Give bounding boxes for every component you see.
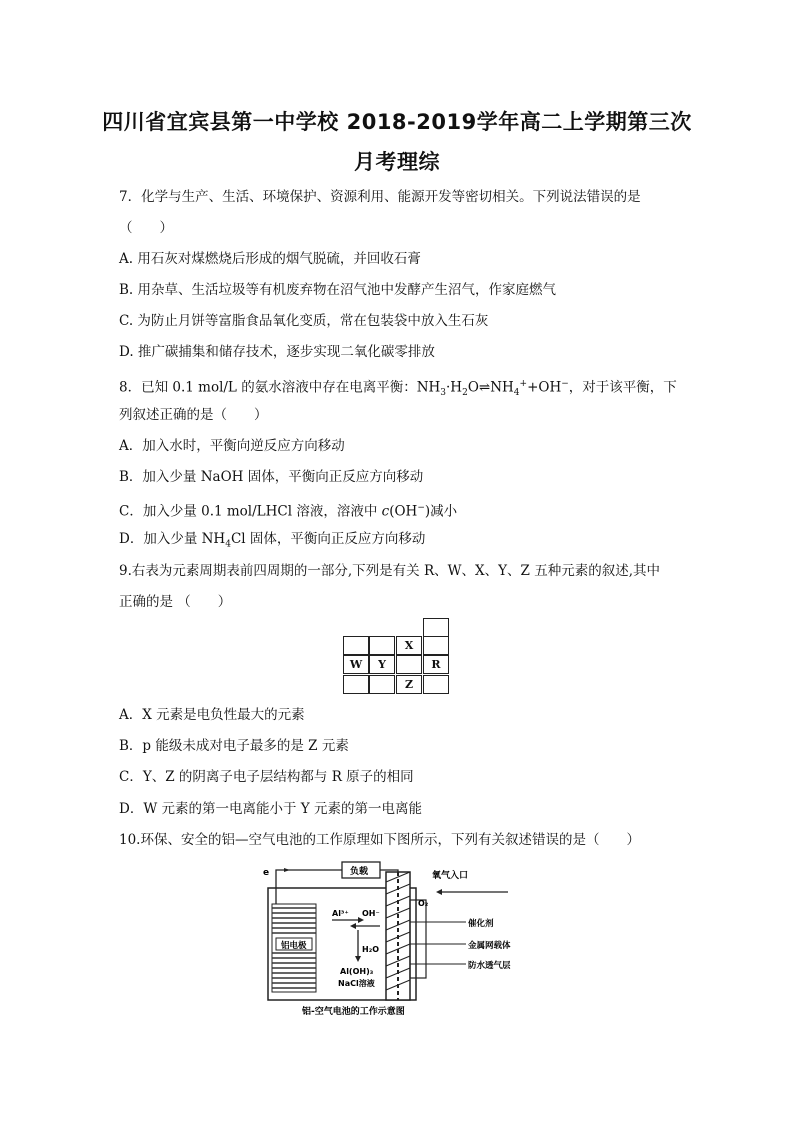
q8-option-b: B．加入少量 NaOH 固体，平衡向正反应方向移动 [119, 469, 424, 485]
label-oxygen-inlet: 氧气入口 [432, 871, 469, 881]
label-load: 负载 [350, 867, 369, 877]
label-nacl: NaCl溶液 [338, 979, 375, 988]
battery-diagram [262, 860, 512, 1020]
table-cell-z: Z [396, 675, 422, 694]
table-cell-r: R [423, 655, 449, 674]
q7-option-b: B. 用杂草、生活垃圾等有机废弃物在沼气池中发酵产生沼气，作家庭燃气 [119, 282, 557, 298]
label-h2o: H₂O [362, 945, 379, 954]
q8-option-c: C．加入少量 0.1 mol/LHCl 溶液，溶液中 c(OH−)减小 [119, 503, 458, 520]
exam-title-line-2: 月考理综 [354, 150, 440, 174]
label-waterproof: 防水透气层 [468, 961, 511, 971]
q8-stem-line-1: 8．已知 0.1 mol/L 的氨水溶液中存在电离平衡：$NH_3\cdot H_2O\rightleftharpoons NH_4^++OH^-$，对于该平衡，下 [119, 379, 677, 399]
table-cell-x: X [396, 636, 422, 655]
label-aloh3: Al(OH)₃ [340, 967, 374, 976]
q9-stem-line-1: 9.右表为元素周期表前四周期的一部分,下列是有关 R、W、X、Y、Z 五种元素的叙述,其中 [119, 563, 660, 579]
table-cell [369, 675, 395, 694]
table-cell [369, 636, 395, 655]
q8-option-a: A．加入水时，平衡向逆反应方向移动 [119, 438, 345, 454]
q8-option-d: D．加入少量 $NH_4Cl$ 固体，平衡向正反应方向移动 [119, 531, 426, 550]
q9-stem-line-2: 正确的是 （ ） [119, 594, 232, 610]
q7-stem-line-2: （ ） [119, 220, 173, 236]
table-cell-w: W [343, 655, 369, 674]
table-cell-y: Y [369, 655, 395, 674]
table-cell [423, 636, 449, 655]
exam-title-line-1: 四川省宜宾县第一中学校 2018-2019学年高二上学期第三次 [102, 110, 692, 134]
label-oh-ion: OH⁻ [362, 909, 380, 918]
q7-option-d: D. 推广碳捕集和储存技术，逐步实现二氧化碳零排放 [119, 344, 435, 360]
cathode-layers [386, 872, 426, 1000]
q7-stem-line-1: 7．化学与生产、生活、环境保护、资源利用、能源开发等密切相关。下列说法错误的是 [119, 189, 641, 205]
label-electron: e [263, 868, 270, 878]
q7-option-a: A. 用石灰对煤燃烧后形成的烟气脱硫，并回收石膏 [119, 251, 421, 267]
label-o2: O₂ [418, 899, 429, 908]
q7-option-c: C. 为防止月饼等富脂食品氧化变质，常在包装袋中放入生石灰 [119, 313, 489, 329]
label-al-electrode: 铝电极 [281, 941, 307, 951]
table-cell [396, 655, 422, 674]
label-al-ion: Al³⁺ [332, 909, 349, 918]
q9-option-b: B．p 能级未成对电子最多的是 Z 元素 [119, 738, 349, 754]
label-mesh: 金属网载体 [468, 941, 511, 951]
q8-stem-line-2: 列叙述正确的是（ ） [119, 407, 268, 423]
diagram-caption: 铝-空气电池的工作示意图 [302, 1007, 405, 1017]
q9-option-a: A．X 元素是电负性最大的元素 [119, 707, 305, 723]
q10-stem: 10.环保、安全的铝—空气电池的工作原理如下图所示，下列有关叙述错误的是（ ） [119, 832, 640, 848]
periodic-table-fragment [343, 618, 450, 697]
q9-option-c: C．Y、Z 的阴离子电子层结构都与 R 原子的相同 [119, 769, 414, 785]
table-cell [423, 675, 449, 694]
table-cell [423, 618, 449, 637]
label-catalyst: 催化剂 [468, 919, 494, 929]
table-cell [343, 636, 369, 655]
table-cell [343, 675, 369, 694]
q9-option-d: D．W 元素的第一电离能小于 Y 元素的第一电离能 [119, 801, 422, 817]
